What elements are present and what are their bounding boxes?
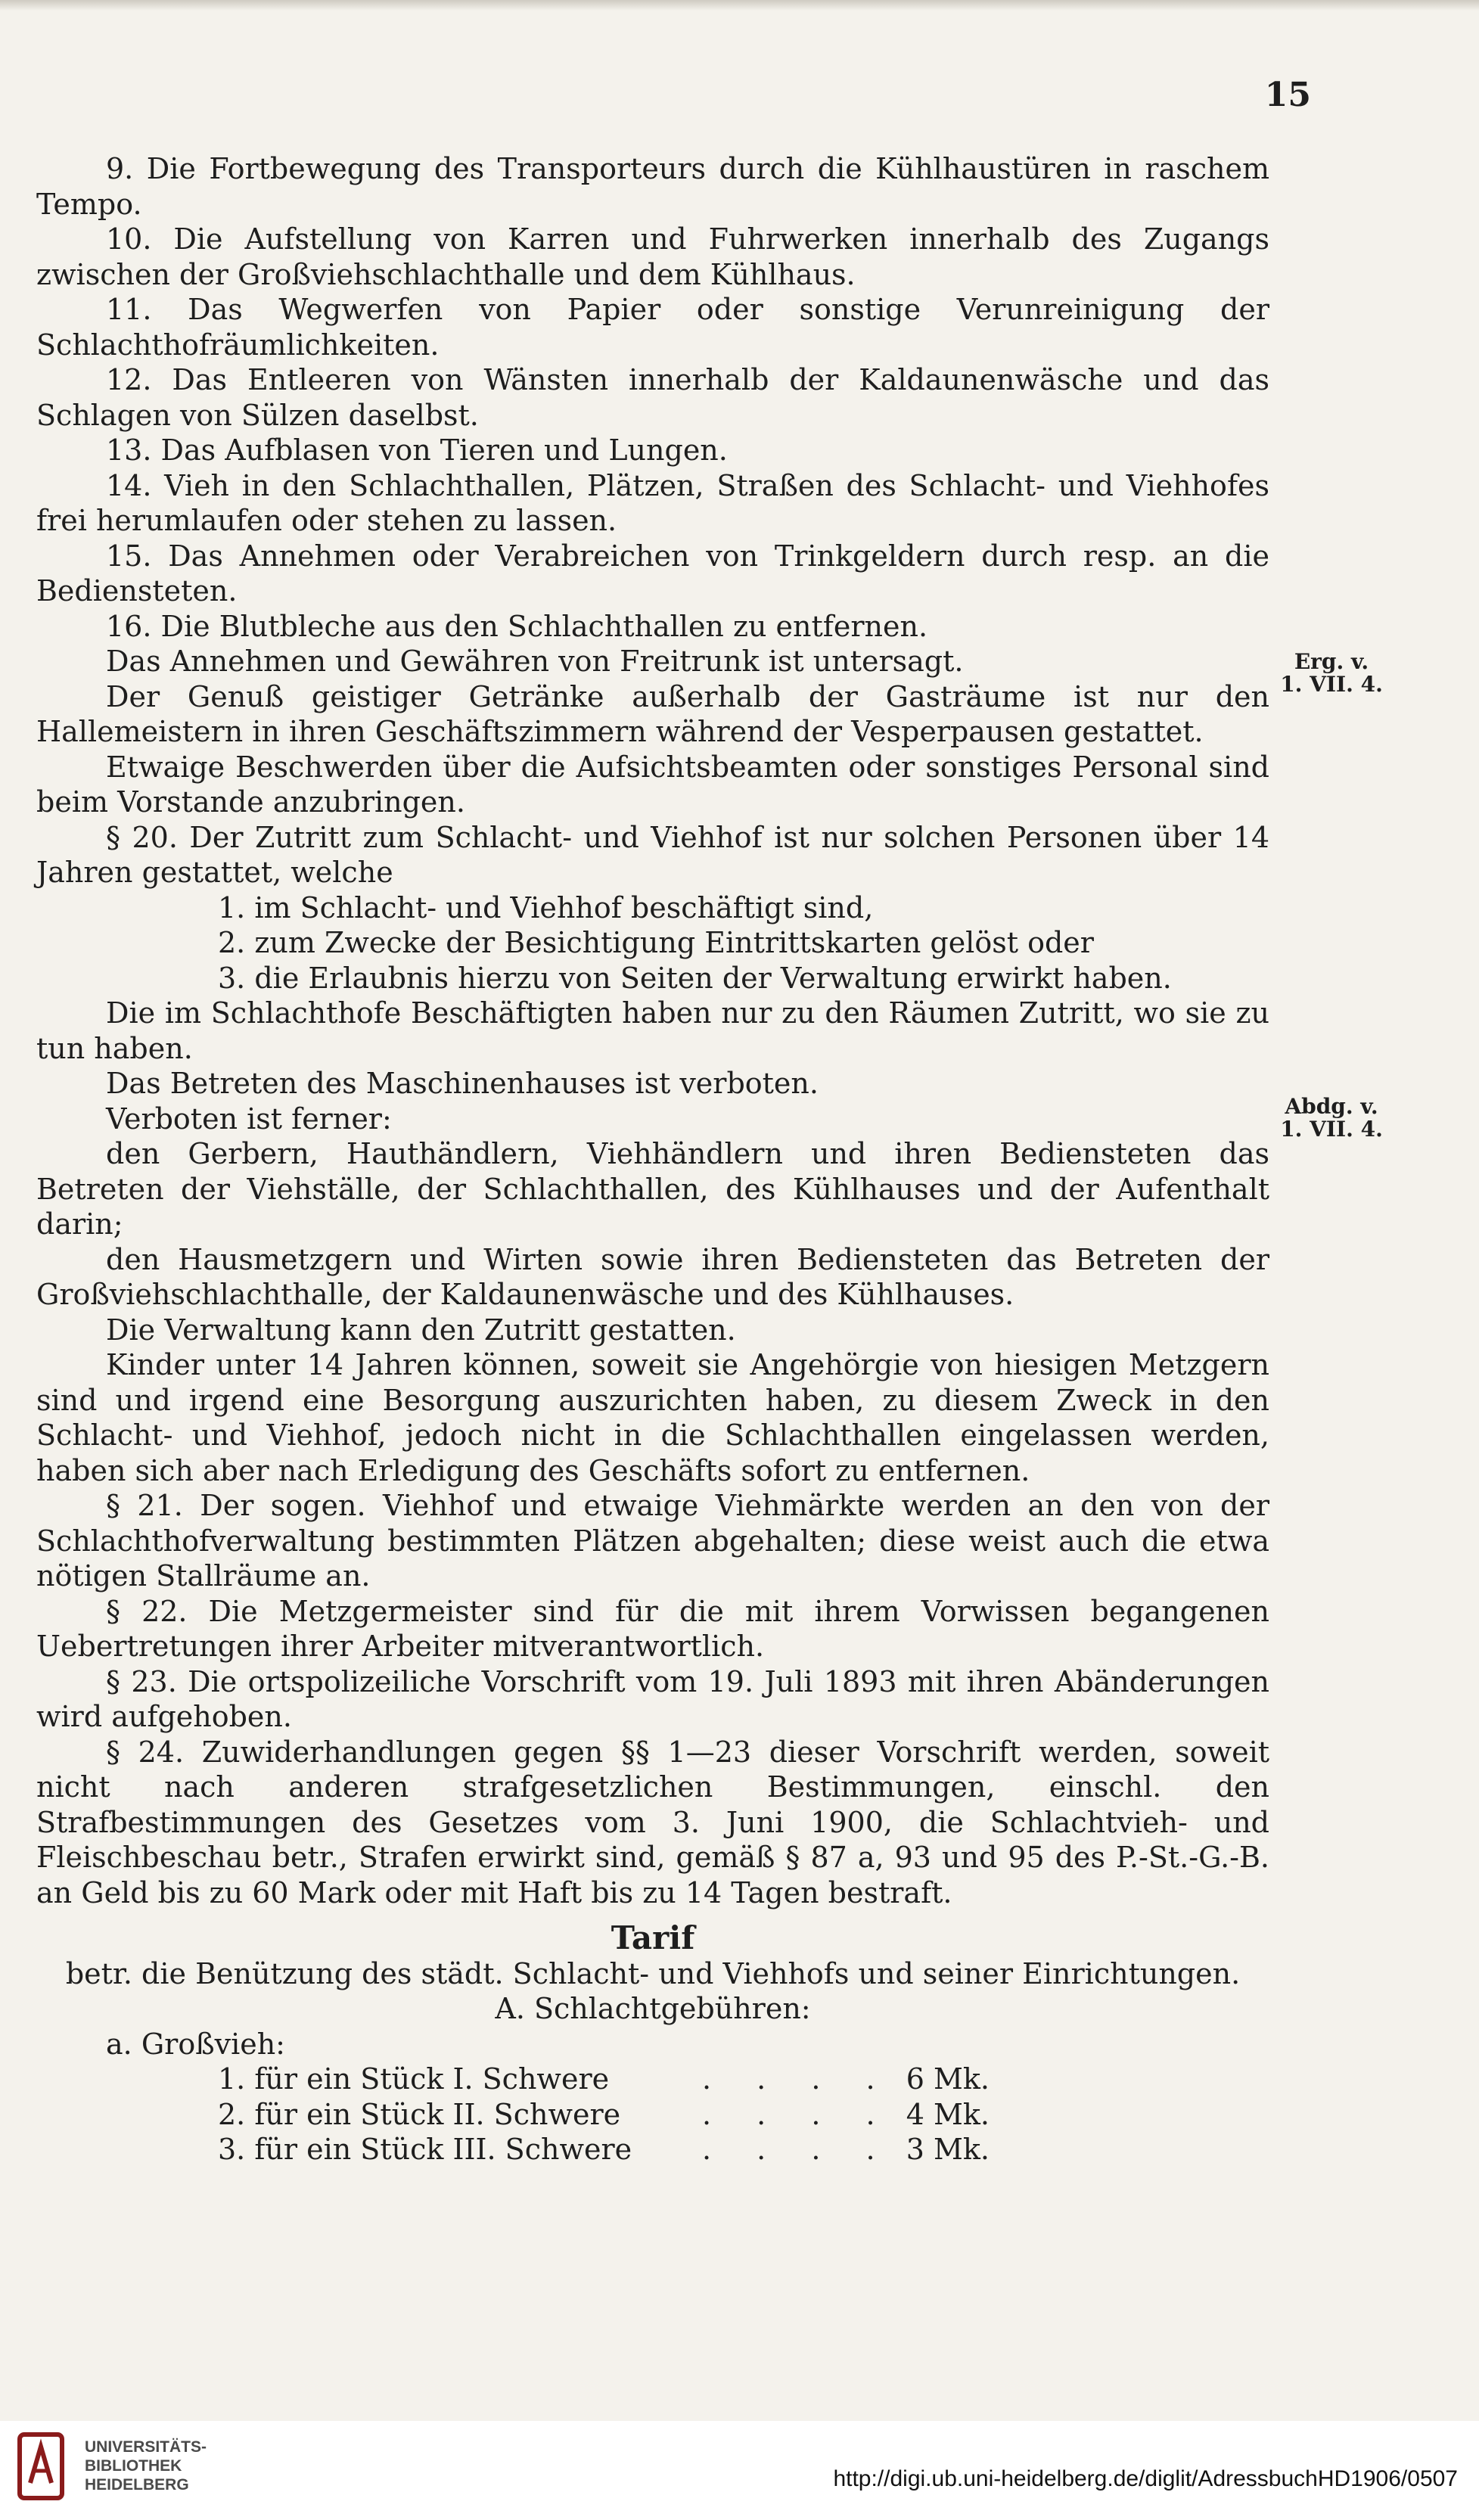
section-paragraph: § 22. Die Metzgermeister sind für die mit ihrem Vorwissen begangenen Uebertretungen ihrer Arbeiter mitverantwortlich.	[36, 1594, 1269, 1663]
margin-note	[1271, 651, 1392, 696]
section-paragraph: § 20. Der Zutritt zum Schlacht- und Viehhof ist nur solchen Personen über 14 Jahren gestattet, welche	[36, 820, 1269, 889]
paragraph: Das Annehmen und Gewähren von Freitrunk ist untersagt.	[106, 645, 964, 678]
paragraph: Der Genuß geistiger Getränke außerhalb der Gasträume ist nur den Hallemeistern in ihren Geschäftszimmern während der Vesperpausen gestattet.	[36, 679, 1269, 748]
source-url-link[interactable]: http://digi.ub.uni-heidelberg.de/diglit/AdressbuchHD1906/0507	[833, 2466, 1458, 2491]
margin-note-line: Abdg. v.	[1285, 1094, 1378, 1119]
paragraph: den Hausmetzgern und Wirten sowie ihren Bediensteten das Betreten der Großviehschlachthalle, der Kaldaunenwäsche und des Kühlhauses.	[36, 1242, 1269, 1311]
paragraph: den Gerbern, Hauthändlern, Viehhändlern und ihren Bediensteten das Betreten der Viehställe, der Schlachthallen, des Kühlhauses und der Aufenthalt darin;	[36, 1137, 1269, 1241]
tarif-row-dots: . . . .	[702, 2062, 893, 2096]
paragraph: 14. Vieh in den Schlachthallen, Plätzen, Straßen des Schlacht- und Viehhofes frei herumlaufen oder stehen zu lassen.	[36, 468, 1269, 537]
document-body	[36, 151, 1269, 2167]
paragraph: 12. Das Entleeren von Wänsten innerhalb der Kaldaunenwäsche und das Schlagen von Sülzen daselbst.	[36, 363, 1269, 432]
margin-note-line: 1. VII. 4.	[1280, 672, 1383, 697]
paragraph: 16. Die Blutbleche aus den Schlachthallen zu entfernen.	[106, 609, 928, 643]
paragraph: Das Betreten des Maschinenhauses ist verboten.	[106, 1067, 819, 1100]
tarif-subtitle: betr. die Benützung des städt. Schlacht- und Viehhofs und seiner Einrichtungen.	[65, 1956, 1241, 1990]
paragraph: Verboten ist ferner:	[106, 1102, 392, 1136]
page-number: 15	[1264, 76, 1311, 114]
paragraph: 15. Das Annehmen oder Verabreichen von Trinkgeldern durch resp. an die Bediensteten.	[36, 539, 1269, 607]
library-name	[85, 2438, 207, 2494]
library-name-line: BIBLIOTHEK	[85, 2457, 182, 2475]
list-item: 2. zum Zwecke der Besichtigung Eintrittskarten gelöst oder	[218, 926, 1094, 959]
margin-note-line: 1. VII. 4.	[1280, 1117, 1383, 1142]
tarif-row-label: 2. für ein Stück II. Schwere	[218, 2097, 621, 2131]
scan-edge	[0, 0, 1479, 11]
section-paragraph: § 23. Die ortspolizeiliche Vorschrift vom 19. Juli 1893 mit ihren Abänderungen wird aufgehoben.	[36, 1664, 1269, 1733]
section-paragraph: § 21. Der sogen. Viehhof und etwaige Viehmärkte werden an den von der Schlachthofverwaltung bestimmten Plätzen abgehalten; diese weist auch die etwa nötigen Stallräume an.	[36, 1489, 1269, 1592]
tarif-row-label: 3. für ein Stück III. Schwere	[218, 2133, 632, 2166]
list-item: 3. die Erlaubnis hierzu von Seiten der Verwaltung erwirkt haben.	[218, 961, 1172, 995]
paragraph: Etwaige Beschwerden über die Aufsichtsbeamten oder sonstiges Personal sind beim Vorstande anzubringen.	[36, 750, 1269, 819]
list-item: 1. im Schlacht- und Viehhof beschäftigt sind,	[218, 890, 874, 924]
tarif-row	[36, 2132, 1269, 2167]
section-paragraph: § 24. Zuwiderhandlungen gegen §§ 1—23 dieser Vorschrift werden, soweit nicht nach anderen strafgesetzlichen Bestimmungen, einschl. den Strafbestimmungen des Gesetzes vom 3. Juni 1900, die Schlachtvieh- und Fleischbeschau betr., Strafen erwirkt sind, gemäß § 87 a, 93 und 95 des P.-St.-G.-B. an Geld bis zu 60 Mark oder mit Haft bis zu 14 Tagen bestraft.	[36, 1735, 1269, 1909]
tarif-row-dots: . . . .	[702, 2133, 893, 2166]
paragraph: Kinder unter 14 Jahren können, soweit sie Angehörgie von hiesigen Metzgern sind und irgend eine Besorgung auszurichten haben, zu diesem Zweck in den Schlacht- und Viehhof, jedoch nicht in die Schlachthallen eingelassen werden, haben sich aber nach Erledigung des Geschäfts sofort zu entfernen.	[36, 1348, 1269, 1487]
paragraph: 11. Das Wegwerfen von Papier oder sonstige Verunreinigung der Schlachthofräumlichkeiten.	[36, 293, 1269, 362]
paragraph: Die im Schlachthofe Beschäftigten haben nur zu den Räumen Zutritt, wo sie zu tun haben.	[36, 996, 1269, 1065]
tarif-row-price: 4 Mk.	[906, 2097, 990, 2131]
paragraph: 9. Die Fortbewegung des Transporteurs durch die Kühlhaustüren in raschem Tempo.	[36, 152, 1269, 221]
library-name-line: UNIVERSITÄTS-	[85, 2438, 207, 2456]
tarif-row	[36, 2062, 1269, 2097]
tarif-row-label: 1. für ein Stück I. Schwere	[218, 2062, 610, 2096]
tarif-row-price: 3 Mk.	[906, 2133, 990, 2166]
university-seal-icon	[17, 2428, 65, 2504]
paragraph: 10. Die Aufstellung von Karren und Fuhrwerken innerhalb des Zugangs zwischen der Großviehschlachthalle und dem Kühlhaus.	[36, 222, 1269, 291]
tarif-row-price: 6 Mk.	[906, 2062, 990, 2096]
margin-note	[1271, 1095, 1392, 1141]
tarif-title: Tarif	[611, 1919, 695, 1956]
library-name-line: HEIDELBERG	[85, 2476, 189, 2494]
tarif-group: a. Großvieh:	[106, 2027, 285, 2061]
tarif-row-dots: . . . .	[702, 2097, 893, 2131]
tarif-section: A. Schlachtgebühren:	[495, 1992, 811, 2025]
tarif-row	[36, 2097, 1269, 2133]
paragraph: 13. Das Aufblasen von Tieren und Lungen.	[106, 433, 728, 467]
margin-note-line: Erg. v.	[1294, 649, 1369, 674]
paragraph: Die Verwaltung kann den Zutritt gestatten.	[106, 1313, 736, 1347]
